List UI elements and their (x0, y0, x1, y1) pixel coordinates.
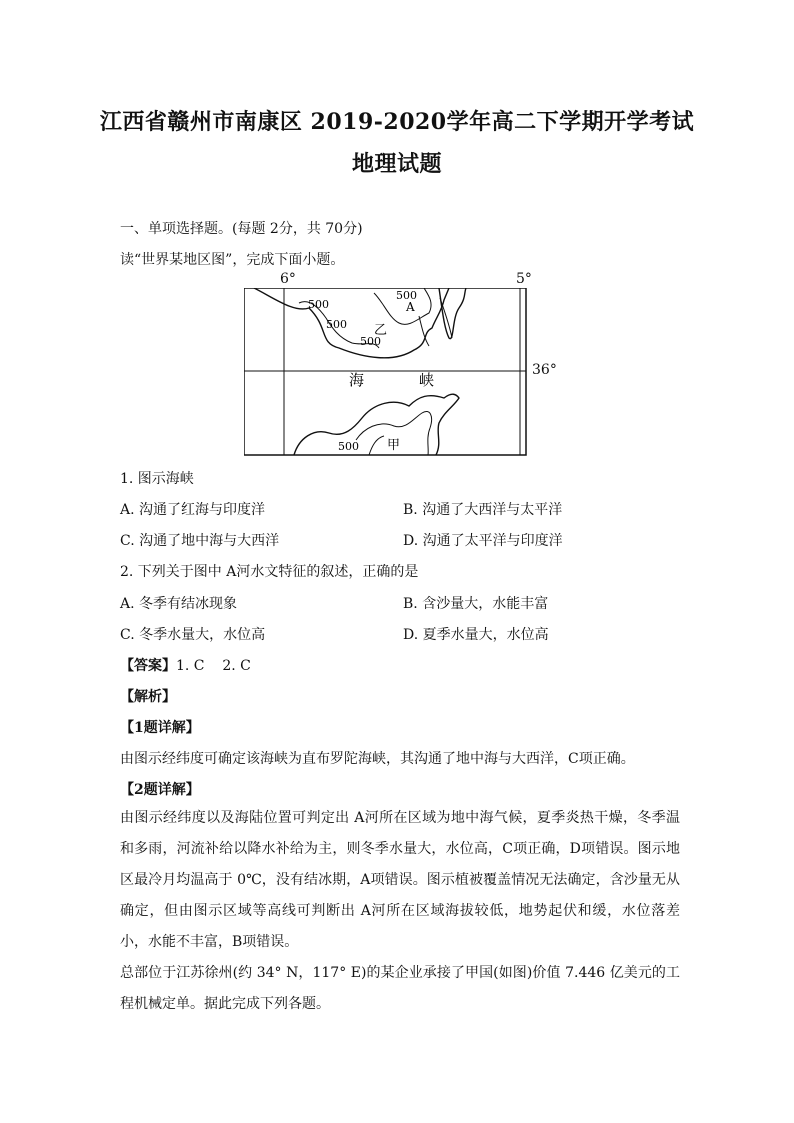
question-intro: 读“世界某地区图”，完成下面小题。 (120, 252, 345, 268)
question-1-option-a: A. 沟通了红海与印度洋 (120, 502, 266, 518)
question-1-option-b: B. 沟通了大西洋与太平洋 (403, 502, 563, 518)
analysis-q2-text: 由图示经纬度以及海陆位置可判定出 A河所在区域为地中海气候，夏季炎热干燥，冬季温和多雨，河流补给以降水补给为主，则冬季水量大，水位高，C项正确，D项错误。图示地区最冷月均温高于 0℃，没有结冰期，A项错误。图示植被覆盖情况无法确定，含沙量无从确定，但由图示区域等高线可判断出 A河所在区域海拔较低，地势起伏和缓，水位落差小，水能不丰富，B项错误。 (120, 810, 680, 950)
answer-values: 1. C 2. C (176, 658, 251, 674)
label-strait-1: 海 (349, 371, 365, 389)
label-strait-2: 峡 (419, 371, 435, 389)
answer-line (120, 655, 251, 675)
strait-map (244, 288, 534, 456)
answer-label: 【答案】 (120, 658, 176, 674)
north-coastline (254, 288, 449, 358)
analysis-label: 【解析】 (120, 689, 176, 705)
longitude-label-left: 6° (280, 271, 296, 287)
contour-south-2 (369, 436, 384, 455)
analysis-q2-title: 【2题详解】 (120, 782, 200, 798)
contour-label-2: 500 (326, 318, 347, 331)
question-1-option-d: D. 沟通了太平洋与印度洋 (403, 533, 563, 549)
label-jia: 甲 (387, 438, 401, 453)
label-yi: 乙 (374, 323, 388, 338)
document-title-line2: 地理试题 (351, 151, 442, 177)
question-1-option-c: C. 沟通了地中海与大西洋 (120, 533, 280, 549)
document-title-line1: 江西省赣州市南康区 2019-2020学年高二下学期开学考试 (99, 109, 695, 135)
latitude-label: 36° (532, 362, 557, 378)
label-river-a: A (406, 300, 415, 314)
analysis-q1-title: 【1题详解】 (120, 720, 200, 736)
contour-label-5: 500 (338, 440, 359, 453)
question-2-option-a: A. 冬季有结冰现象 (120, 596, 238, 612)
question-2-option-d: D. 夏季水量大，水位高 (403, 627, 549, 643)
next-question-intro: 总部位于江苏徐州(约 34° N，117° E)的某企业承接了甲国(如图)价值 7.446 亿美元的工程机械定单。据此完成下列各题。 (120, 965, 680, 1012)
analysis-q1-text: 由图示经纬度可确定该海峡为直布罗陀海峡，其沟通了地中海与大西洋，C项正确。 (120, 751, 635, 767)
question-2-stem: 2. 下列关于图中 A河水文特征的叙述，正确的是 (120, 564, 419, 580)
section-heading: 一、单项选择题。(每题 2分，共 70分) (120, 221, 363, 237)
contour-label-1: 500 (308, 298, 329, 311)
longitude-label-right: 5° (516, 271, 532, 287)
contour-label-4: 500 (396, 289, 417, 302)
question-2-option-b: B. 含沙量大，水能丰富 (403, 596, 549, 612)
contour-label-3: 500 (360, 335, 381, 348)
question-1-stem: 1. 图示海峡 (120, 471, 194, 487)
question-2-option-c: C. 冬季水量大，水位高 (120, 627, 266, 643)
river-a (440, 298, 452, 338)
river-mouth-coast (439, 288, 466, 339)
